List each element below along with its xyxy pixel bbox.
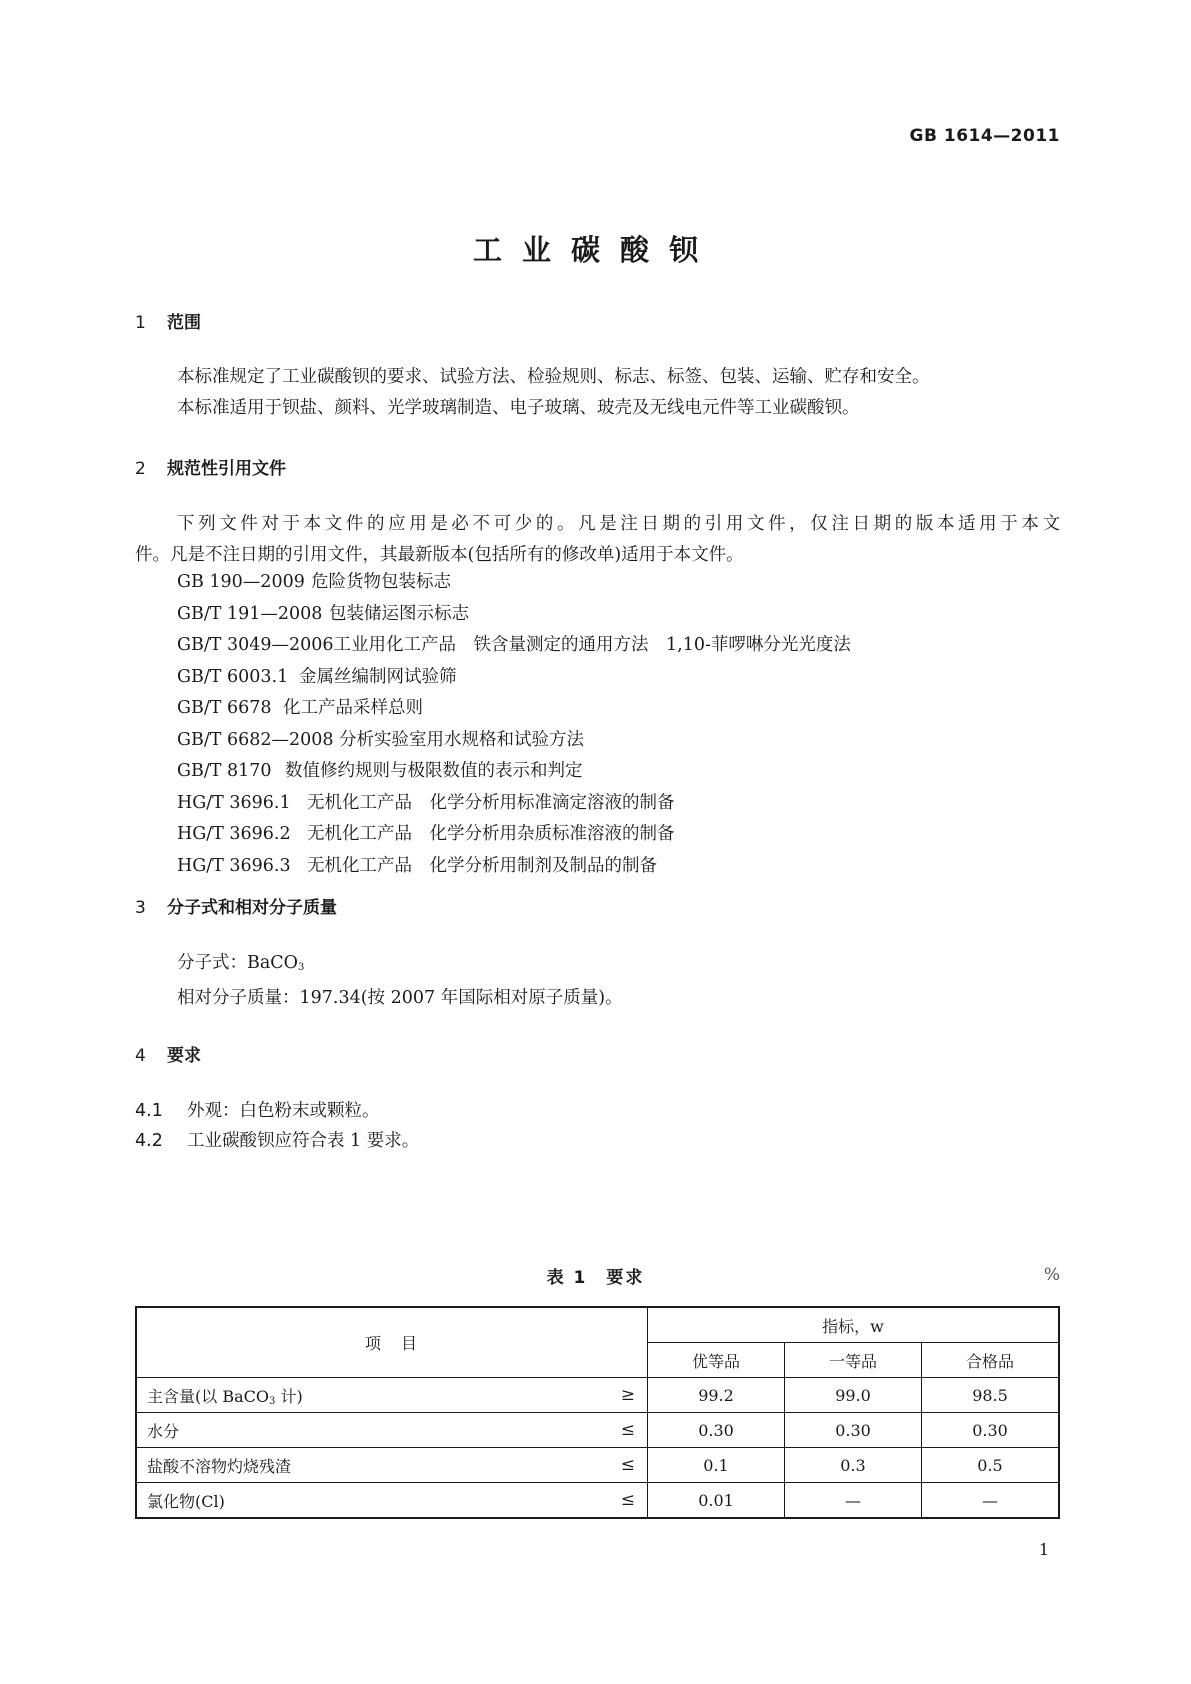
- clause-text: 工业碳酸钡应符合表 1 要求。: [187, 1131, 420, 1151]
- reference-code: HG/T 3696.3: [177, 855, 291, 876]
- reference-item: [177, 819, 851, 851]
- formula-label: 分子式：BaCO: [177, 953, 299, 973]
- clause-text: 外观：白色粉末或颗粒。: [187, 1101, 380, 1121]
- cell-value: 0.30: [785, 1413, 922, 1448]
- cell-value: 0.1: [648, 1448, 785, 1483]
- requirements-table: [135, 1306, 1060, 1519]
- header-item: 项 目: [136, 1307, 648, 1378]
- table-row: [136, 1448, 1059, 1483]
- reference-list: [177, 567, 851, 882]
- formula-subscript: 3: [298, 962, 305, 973]
- cell-value: 0.30: [922, 1413, 1060, 1448]
- section-title: 要求: [167, 1046, 201, 1066]
- section-1-heading: [135, 308, 201, 333]
- reference-title: 无机化工产品 化学分析用标准滴定溶液的制备: [307, 792, 675, 813]
- cell-value: 99.2: [648, 1378, 785, 1413]
- section-number: 4: [135, 1046, 146, 1066]
- section-4-heading: [135, 1041, 201, 1066]
- paragraph: 本标准适用于钡盐、颜料、光学玻璃制造、电子玻璃、玻壳及无线电元件等工业碳酸钡。: [177, 398, 860, 418]
- section-number: 1: [135, 313, 146, 333]
- reference-code: GB 190—2009: [177, 572, 305, 592]
- section-1-body: [135, 362, 1060, 424]
- reference-code: GB/T 6003.1: [177, 666, 289, 687]
- table-header-row: [136, 1307, 1059, 1343]
- cell-value: 99.0: [785, 1378, 922, 1413]
- header-grade: 合格品: [922, 1343, 1060, 1378]
- molecular-mass: 相对分子质量：197.34(按 2007 年国际相对原子质量)。: [177, 988, 623, 1008]
- comparison-sign: ≤: [620, 1490, 635, 1510]
- header-grade: 一等品: [785, 1343, 922, 1378]
- section-title: 规范性引用文件: [167, 459, 286, 479]
- reference-title: 无机化工产品 化学分析用制剂及制品的制备: [307, 855, 657, 876]
- paragraph-line: 下列文件对于本文件的应用是必不可少的。凡是注日期的引用文件，仅注日期的版本适用于本文: [177, 514, 1060, 534]
- row-item: [136, 1413, 648, 1448]
- reference-title: 分析实验室用水规格和试验方法: [339, 729, 584, 750]
- section-number: 2: [135, 459, 146, 479]
- reference-title: 化工产品采样总则: [283, 698, 423, 718]
- reference-item: [177, 851, 851, 883]
- table-row: [136, 1483, 1059, 1519]
- paragraph: 本标准规定了工业碳酸钡的要求、试验方法、检验规则、标志、标签、包装、运输、贮存和安全。: [177, 367, 930, 387]
- item-text: 水分: [147, 1421, 180, 1441]
- section-3-heading: [135, 893, 337, 918]
- reference-item: [177, 567, 851, 599]
- reference-item: [177, 693, 851, 725]
- page-number: 1: [1038, 1540, 1049, 1559]
- reference-item: [177, 599, 851, 631]
- item-tail: 计): [275, 1386, 303, 1406]
- reference-code: GB/T 8170: [177, 761, 272, 781]
- item-text: 氯化物(Cl): [147, 1491, 225, 1511]
- molecular-formula: [135, 948, 1060, 983]
- reference-item: [177, 725, 851, 757]
- section-3-body: [135, 948, 1060, 1014]
- comparison-sign: ≤: [620, 1420, 635, 1440]
- cell-value: —: [922, 1483, 1060, 1519]
- cell-value: —: [785, 1483, 922, 1519]
- cell-value: 0.5: [922, 1448, 1060, 1483]
- reference-item: [177, 788, 851, 820]
- header-indicator: 指标，w: [648, 1307, 1060, 1343]
- cell-value: 0.01: [648, 1483, 785, 1519]
- clause-4-1: [135, 1097, 380, 1122]
- table-caption: 表 1 要求: [546, 1268, 645, 1288]
- reference-code: GB/T 3049—2006: [177, 635, 334, 655]
- section-title: 范围: [167, 313, 201, 333]
- section-number: 3: [135, 898, 146, 918]
- row-item: [136, 1378, 648, 1413]
- reference-item: [177, 756, 851, 788]
- document-title: 工业碳酸钡: [472, 233, 718, 267]
- section-2-heading: [135, 454, 286, 479]
- table-row: [136, 1413, 1059, 1448]
- comparison-sign: ≥: [620, 1385, 635, 1405]
- reference-item: [177, 662, 851, 694]
- reference-code: GB/T 6682—2008: [177, 729, 334, 750]
- reference-title: 无机化工产品 化学分析用杂质标准溶液的制备: [307, 824, 675, 844]
- reference-code: GB/T 191—2008: [177, 603, 323, 624]
- header-grade: 优等品: [648, 1343, 785, 1378]
- paragraph-line: 件。凡是不注日期的引用文件，其最新版本(包括所有的修改单)适用于本文件。: [135, 545, 744, 565]
- item-subscript: 3: [269, 1395, 276, 1407]
- item-text: 盐酸不溶物灼烧残渣: [147, 1456, 292, 1476]
- section-2-intro: [135, 509, 1060, 571]
- section-title: 分子式和相对分子质量: [167, 898, 337, 918]
- table-row: [136, 1378, 1059, 1413]
- cell-value: 0.30: [648, 1413, 785, 1448]
- row-item: [136, 1448, 648, 1483]
- reference-title: 包装储运图示标志: [329, 603, 469, 624]
- clause-number: 4.2: [135, 1131, 163, 1151]
- reference-code: GB/T 6678: [177, 698, 272, 718]
- reference-title: 危险货物包装标志: [311, 572, 451, 592]
- item-text: 主含量(以 BaCO: [147, 1386, 269, 1406]
- comparison-sign: ≤: [620, 1455, 635, 1475]
- reference-code: HG/T 3696.2: [177, 824, 291, 844]
- reference-code: HG/T 3696.1: [177, 792, 291, 813]
- reference-title: 金属丝编制网试验筛: [299, 666, 457, 687]
- cell-value: 98.5: [922, 1378, 1060, 1413]
- cell-value: 0.3: [785, 1448, 922, 1483]
- table-unit: %: [1043, 1265, 1060, 1285]
- reference-title: 数值修约规则与极限数值的表示和判定: [285, 761, 583, 781]
- standard-code: GB 1614—2011: [909, 126, 1060, 146]
- clause-4-2: [135, 1127, 419, 1152]
- reference-title: 工业用化工产品 铁含量测定的通用方法 1,10-菲啰啉分光光度法: [333, 635, 851, 655]
- row-item: [136, 1483, 648, 1519]
- clause-number: 4.1: [135, 1101, 163, 1121]
- reference-item: [177, 630, 851, 662]
